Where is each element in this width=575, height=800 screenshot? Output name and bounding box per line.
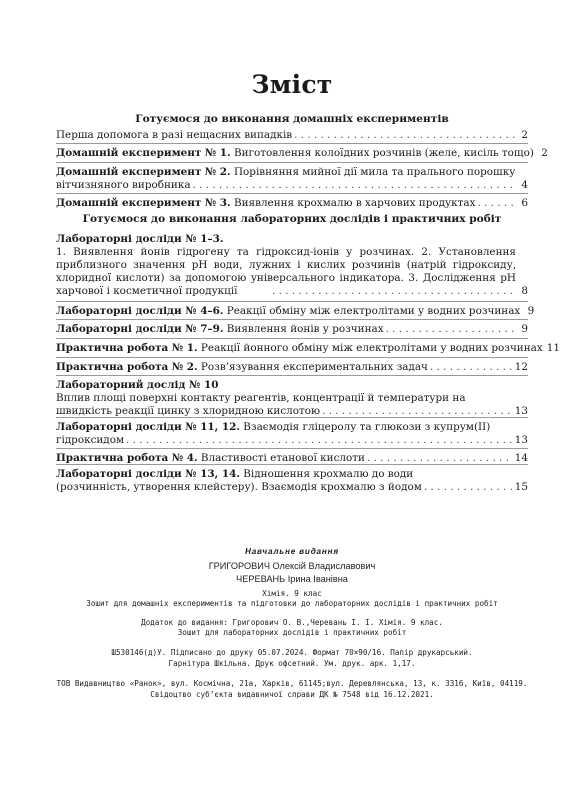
toc-entry-label: Практична робота № 1. xyxy=(56,342,198,354)
toc-entry-description: 1. Виявлення йонів гідрогену та гідроксид-іонів у розчинах. 2. Установлення приблизного значення pH води, лужних і кислих розчинів (натрій гідроксиду, хлоридної кислоти) за допомогою універсального індикатора. 3. Дослідження pH харчової і косметичної продукції xyxy=(56,246,516,297)
toc-entry-text-cont: швидкість реакції цинку з хлоридною кислотою xyxy=(56,405,321,417)
dot-leader xyxy=(272,285,516,298)
addition-line-2: Зошит для лабораторних дослідів і практичних робіт xyxy=(177,628,407,637)
toc-entry-label: Лабораторний дослід № 10 xyxy=(56,379,219,391)
toc-entry-text-cont: гідроксидом xyxy=(56,434,125,446)
dot-leader xyxy=(193,179,516,192)
dot-leader xyxy=(126,434,513,447)
toc-entry-label: Лабораторні досліди № 11, 12. xyxy=(56,421,240,433)
toc-entry-practical-4[interactable] xyxy=(56,448,528,465)
section-heading-lab: Готуємося до виконання лабораторних дослідів і практичних робіт xyxy=(82,213,502,225)
edition-type: Навчальне видання xyxy=(244,547,340,556)
addition-line-1: Додаток до видання: Григорович О. В.,Черевань І. І. Хімія. 9 клас. xyxy=(141,618,443,627)
author-1: ГРИГОРОВИЧ Олексій Владиславович xyxy=(208,561,376,571)
toc-entry-label: Лабораторні досліди № 13, 14. xyxy=(56,468,240,480)
dot-leader xyxy=(424,481,513,494)
toc-entry-lab-11-12[interactable] xyxy=(56,417,528,447)
toc-entry-label: Лабораторні досліди № 1–3. xyxy=(56,233,224,245)
book-subtitle: Зошит для домашніх експериментів та підготовки до лабораторних дослідів і практичних робіт xyxy=(86,599,498,608)
toc-page-number: 13 xyxy=(514,434,528,446)
toc-page-number: 2 xyxy=(521,129,528,141)
toc-entry-lab-7-9[interactable] xyxy=(56,319,528,336)
toc-entry-label: Домашній експеримент № 1. xyxy=(56,147,231,159)
toc-entry-text: Виготовлення колоїдних розчинів (желе, кисіль тощо) xyxy=(230,147,534,159)
toc-entry-lab-10[interactable] xyxy=(56,375,528,418)
toc-entry-text: Реакції обміну між електролітами у водних розчинах xyxy=(223,305,521,317)
toc-page-number: 6 xyxy=(521,197,528,209)
book-title: Хімія. 9 клас xyxy=(262,589,322,598)
toc-page-number: 2 xyxy=(541,147,548,159)
toc-entry-label: Практична робота № 2. xyxy=(56,361,198,373)
page-title: Зміст xyxy=(251,70,333,99)
toc-entry-practical-1[interactable] xyxy=(56,338,560,355)
toc-page-number: 12 xyxy=(514,361,528,373)
toc-page-number: 11 xyxy=(546,342,560,354)
toc-entry-text: Перша допомога в разі нещасних випадків xyxy=(56,129,293,141)
toc-page-number: 8 xyxy=(521,285,528,297)
publisher-certificate: Свідоцтво суб’єкта видавничої справи ДК № 7548 від 16.12.2021. xyxy=(150,690,434,699)
toc-page-number: 14 xyxy=(514,452,528,464)
toc-entry-lab-13-14[interactable] xyxy=(56,464,528,494)
toc-entry-label: Домашній експеримент № 3. xyxy=(56,197,231,209)
toc-page-number: 9 xyxy=(521,323,528,335)
toc-entry-label: Лабораторні досліди № 7–9. xyxy=(56,323,224,335)
toc-entry-first-aid[interactable] xyxy=(56,129,528,142)
dot-leader xyxy=(294,129,516,142)
toc-entry-text-cont: вітчизняного виробника xyxy=(56,179,191,191)
section-heading-home: Готуємося до виконання домашніх експериментів xyxy=(135,113,449,125)
publisher-address: ТОВ Видавництво «Ранок», вул. Космічна, 21а, Харків, 61145;вул. Деревлянська, 13, к. 3316, Київ, 04119. xyxy=(56,679,528,688)
toc-page-number: 15 xyxy=(514,481,528,493)
toc-entry-text: Виявлення йонів у розчинах xyxy=(223,323,384,335)
toc-entry-text: Порівняння мийної дії мила та пральногo порошку xyxy=(230,166,516,178)
toc-entry-text-cont: (розчинність, утворення клейстеру). Взаємодія крохмалю з йодом xyxy=(56,481,422,493)
dot-leader xyxy=(386,323,516,336)
toc-entry-text: Розв’язування експериментальних задач xyxy=(197,361,428,373)
toc-entry-home-exp-2[interactable] xyxy=(56,162,528,192)
toc-entry-text: Відношення крохмалю до води xyxy=(239,468,414,480)
toc-entry-lab-4-6[interactable] xyxy=(56,301,535,318)
toc-entry-label: Практична робота № 4. xyxy=(56,452,198,464)
print-details-2: Гарнітура Шкільна. Друк офсетний. Ум. друк. арк. 1,17. xyxy=(168,659,416,668)
author-2: ЧЕРЕВАНЬ Ірина Іванівна xyxy=(236,574,348,584)
toc-entry-text: Виявлення крохмалю в харчових продуктах xyxy=(230,197,476,209)
toc-entry-home-exp-1[interactable] xyxy=(56,143,548,160)
toc-entry-practical-2[interactable] xyxy=(56,357,528,374)
toc-entry-home-exp-3[interactable] xyxy=(56,193,528,210)
toc-page-number: 13 xyxy=(514,405,528,417)
toc-entry-text: Властивості етанової кислоти xyxy=(197,452,365,464)
toc-entry-lab-1-3[interactable] xyxy=(56,233,528,298)
toc-entry-label: Домашній експеримент № 2. xyxy=(56,166,231,178)
dot-leader xyxy=(477,197,516,210)
toc-entry-text: Взаємодія гліцеролу та глюкози з купрум(II) xyxy=(239,421,491,433)
toc-page-number: 9 xyxy=(527,305,535,317)
toc-entry-text: Реакції йонного обміну між електролітами у водних розчинах xyxy=(197,342,543,354)
toc-page-number: 4 xyxy=(521,179,528,191)
toc-entry-description: Вплив площі поверхні контакту реагентів, концентрації й температури на xyxy=(56,392,466,404)
dot-leader xyxy=(430,361,513,374)
toc-entry-label: Лабораторні досліди № 4–6. xyxy=(56,305,224,317)
print-details-1: Ш530146(д)У. Підписано до друку 05.07.2024. Формат 70×90/16. Папір друкарський. xyxy=(111,648,473,657)
